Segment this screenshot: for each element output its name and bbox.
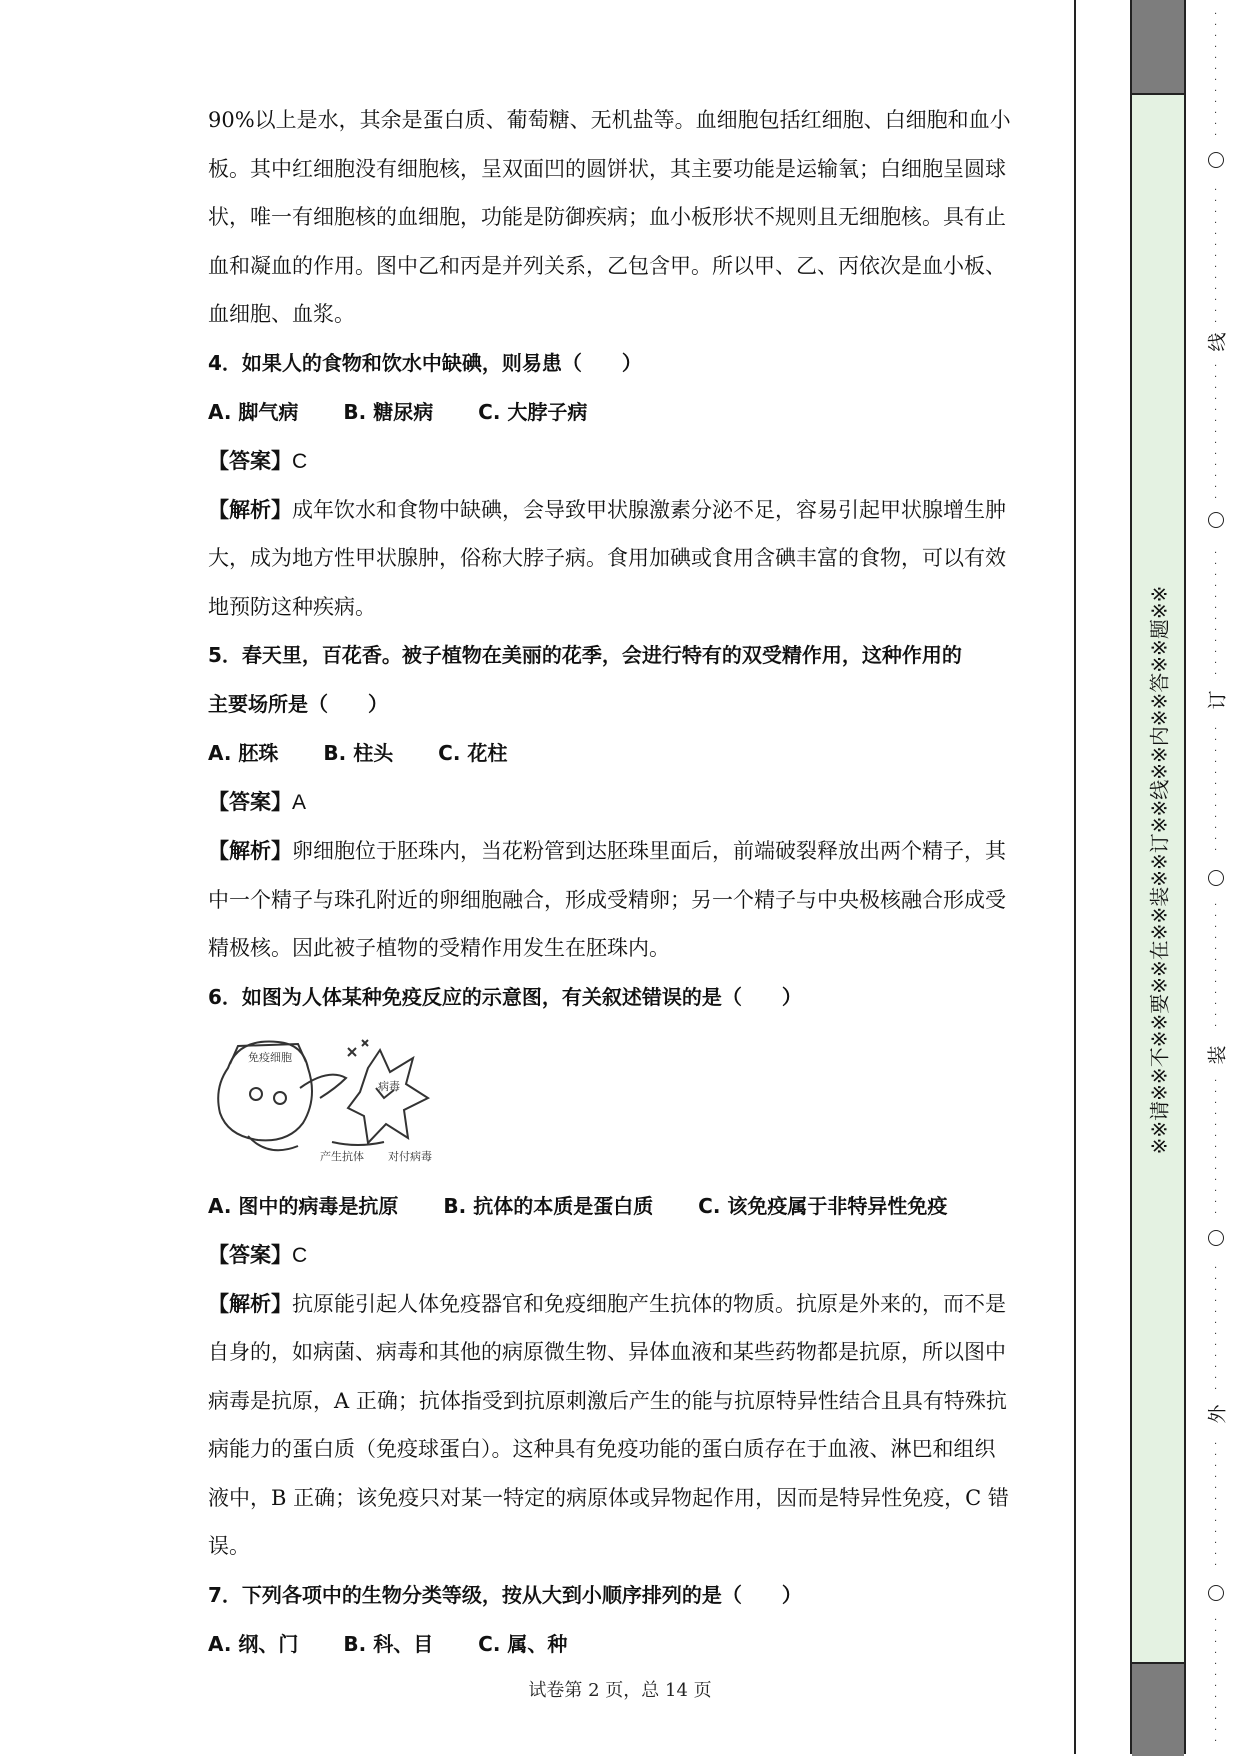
- answer-tag: 【答案】: [208, 448, 292, 473]
- binding-dot: ·: [1214, 1516, 1218, 1527]
- analysis-tag: 【解析】: [208, 497, 292, 522]
- binding-hole-circle: [1208, 1230, 1224, 1246]
- question-options: [208, 729, 1038, 778]
- binding-dot: ·: [1214, 1186, 1218, 1197]
- intro-line: 板。其中红细胞没有细胞核，呈双面凹的圆饼状，其主要功能是运输氧；白细胞呈圆球: [208, 156, 1006, 181]
- intro-line: 血和凝血的作用。图中乙和丙是并列关系，乙包含甲。所以甲、乙、丙依次是血小板、: [208, 253, 1006, 278]
- option-c: C. 大脖子病: [478, 399, 588, 424]
- binding-dot: ·: [1214, 1725, 1218, 1736]
- binding-dot: ·: [1214, 1505, 1218, 1516]
- binding-dot: ·: [1214, 1736, 1218, 1747]
- cell-legs: [248, 1136, 298, 1150]
- analysis-text: 成年饮水和食物中缺碘，会导致甲状腺激素分泌不足，容易引起甲状腺增生肿: [292, 497, 1006, 522]
- page-footer: 试卷第 2 页，总 14 页: [528, 1680, 712, 1701]
- binding-dot: ·: [1214, 768, 1218, 779]
- binding-dot: ·: [1214, 1120, 1218, 1131]
- analysis-line: 中一个精子与珠孔附近的卵细胞融合，形成受精卵；另一个精子与中央极核融合形成受: [208, 887, 1006, 912]
- answer-value: C: [292, 449, 308, 473]
- binding-dot: ·: [1214, 592, 1218, 603]
- binding-dot: ·: [1214, 1450, 1218, 1461]
- binding-dot: ·: [1214, 669, 1218, 680]
- binding-dot: ·: [1214, 1109, 1218, 1120]
- binding-dot: ·: [1214, 559, 1218, 570]
- analysis-line: 大，成为地方性甲状腺肿，俗称大脖子病。食用加碘或食用含碘丰富的食物，可以有效: [208, 546, 1006, 570]
- binding-dot: ·: [1214, 482, 1218, 493]
- binding-dot: ·: [1214, 1648, 1218, 1659]
- binding-dot: ·: [1214, 1021, 1218, 1032]
- binding-dot: ·: [1214, 229, 1218, 240]
- binding-dot: ·: [1214, 119, 1218, 130]
- binding-line-column: [1200, 0, 1240, 1754]
- option-b: B. 科、目: [343, 1631, 434, 1656]
- binding-dot: ·: [1214, 1010, 1218, 1021]
- binding-dot: ·: [1214, 108, 1218, 119]
- binding-dot: ·: [1214, 317, 1218, 328]
- binding-dot: ·: [1214, 394, 1218, 405]
- question-4: [208, 339, 1038, 632]
- binding-dot: ·: [1214, 746, 1218, 757]
- binder-border-line: [1074, 0, 1076, 1754]
- binding-dot: ·: [1214, 1208, 1218, 1219]
- binding-dot: ·: [1214, 988, 1218, 999]
- binding-dot: ·: [1214, 735, 1218, 746]
- binding-dot: ·: [1214, 42, 1218, 53]
- binding-dot: ·: [1214, 9, 1218, 20]
- binding-dot: ·: [1214, 1703, 1218, 1714]
- binding-dot: ·: [1214, 834, 1218, 845]
- binding-dot: ·: [1214, 1329, 1218, 1340]
- binding-dot: ·: [1214, 383, 1218, 394]
- analysis-line: 病能力的蛋白质（免疫球蛋白）。这种具有免疫功能的蛋白质存在于血液、淋巴和组织: [208, 1437, 996, 1461]
- binding-dot: ·: [1214, 1538, 1218, 1549]
- analysis-tag: 【解析】: [208, 1291, 292, 1316]
- binding-dot: ·: [1214, 75, 1218, 86]
- option-a: A. 脚气病: [208, 399, 299, 424]
- binding-dot: ·: [1214, 658, 1218, 669]
- answer-line: [208, 1231, 1038, 1280]
- binding-dot: ·: [1214, 493, 1218, 504]
- question-content: [208, 96, 1038, 1669]
- binding-dot: ·: [1214, 1681, 1218, 1692]
- binding-dot: ·: [1214, 1560, 1218, 1571]
- binding-dot: ·: [1214, 1494, 1218, 1505]
- question-options: [208, 1182, 1038, 1231]
- binding-mark-ding: 订: [1206, 690, 1229, 710]
- binding-dot: ·: [1214, 86, 1218, 97]
- analysis-line: 误。: [208, 1534, 250, 1558]
- binding-dot: ·: [1214, 922, 1218, 933]
- analysis-line: 地预防这种疾病。: [208, 594, 376, 619]
- binding-dot: ·: [1214, 1692, 1218, 1703]
- binding-dot: ·: [1214, 273, 1218, 284]
- binding-dot: ·: [1214, 1483, 1218, 1494]
- binding-dot: ·: [1214, 31, 1218, 42]
- option-c: C. 花柱: [438, 741, 508, 765]
- intro-paragraph: [208, 96, 1038, 339]
- binding-dot: ·: [1214, 1472, 1218, 1483]
- immune-response-figure: [208, 1028, 478, 1168]
- cell-eye: [274, 1092, 286, 1104]
- question-options: [208, 1620, 1038, 1669]
- option-b: B. 抗体的本质是蛋白质: [443, 1193, 654, 1218]
- binding-dot: ·: [1214, 1274, 1218, 1285]
- option-b: B. 柱头: [323, 741, 394, 765]
- binding-dot: ·: [1214, 372, 1218, 383]
- binding-dot: ·: [1214, 1307, 1218, 1318]
- binding-dot: ·: [1214, 207, 1218, 218]
- question-stem: 主要场所是（ ）: [208, 692, 388, 716]
- binding-dot: ·: [1214, 284, 1218, 295]
- answer-tag: 【答案】: [208, 790, 292, 814]
- binding-dot: ·: [1214, 1637, 1218, 1648]
- answer-line: [208, 437, 1038, 486]
- binding-mark-wai: 外: [1206, 1404, 1229, 1424]
- binding-dot: ·: [1214, 1351, 1218, 1362]
- binding-dot: ·: [1214, 647, 1218, 658]
- binding-dot: ·: [1214, 1615, 1218, 1626]
- binding-dot: ·: [1214, 1175, 1218, 1186]
- intro-line: 90%以上是水，其余是蛋白质、葡萄糖、无机盐等。血细胞包括红细胞、白细胞和血小: [208, 108, 1011, 132]
- binding-dot: ·: [1214, 53, 1218, 64]
- binding-dot: ·: [1214, 581, 1218, 592]
- binder-warning-text: ※※请※※不※※要※※在※※装※※订※※线※※内※※答※※题※※: [1147, 585, 1172, 1155]
- binding-dot: ·: [1214, 97, 1218, 108]
- question-7: [208, 1571, 1038, 1669]
- binding-dot: ·: [1214, 185, 1218, 196]
- analysis-line: 液中，B 正确；该免疫只对某一特定的病原体或异物起作用，因而是特异性免疫，C 错: [208, 1485, 1009, 1510]
- binding-dot: ·: [1214, 757, 1218, 768]
- binding-dot: ·: [1214, 306, 1218, 317]
- binding-dot: ·: [1214, 570, 1218, 581]
- binding-mark-zhuang: 装: [1206, 1045, 1229, 1065]
- antibody-label: 产生抗体: [320, 1149, 364, 1163]
- binding-dot: ·: [1214, 1164, 1218, 1175]
- binding-dot: ·: [1214, 1439, 1218, 1450]
- binding-dot: ·: [1214, 1153, 1218, 1164]
- answer-value: C: [292, 1243, 308, 1267]
- binding-dot: ·: [1214, 1670, 1218, 1681]
- binding-dot: ·: [1214, 295, 1218, 306]
- binding-dot: ·: [1214, 361, 1218, 372]
- binding-dot: ·: [1214, 64, 1218, 75]
- binding-dot: ·: [1214, 471, 1218, 482]
- binding-dot: ·: [1214, 1549, 1218, 1560]
- question-stem: 4．如果人的食物和饮水中缺碘，则易患（ ）: [208, 350, 642, 375]
- binding-dot: ·: [1214, 944, 1218, 955]
- binding-dot: ·: [1214, 1384, 1218, 1395]
- binding-dot: ·: [1214, 1197, 1218, 1208]
- binding-dot: ·: [1214, 911, 1218, 922]
- binding-dot: ·: [1214, 438, 1218, 449]
- analysis-line: 自身的，如病菌、病毒和其他的病原微生物、异体血液和某些药物都是抗原，所以图中: [208, 1340, 1006, 1364]
- binding-dot: ·: [1214, 1362, 1218, 1373]
- binding-dot: ·: [1214, 1263, 1218, 1274]
- binding-hole-circle: [1208, 152, 1224, 168]
- binder-bottom-block: [1132, 1662, 1184, 1756]
- option-a: A. 纲、门: [208, 1631, 299, 1656]
- binding-dot: ·: [1214, 1714, 1218, 1725]
- binding-dot: ·: [1214, 603, 1218, 614]
- question-options: [208, 388, 1038, 437]
- target-label: 对付病毒: [388, 1149, 432, 1163]
- binding-dot: ·: [1214, 548, 1218, 559]
- question-stem: 6．如图为人体某种免疫反应的示意图，有关叙述错误的是（ ）: [208, 984, 802, 1009]
- virus-label: 病毒: [378, 1079, 400, 1093]
- binding-dot: ·: [1214, 1131, 1218, 1142]
- binding-dot: ·: [1214, 1098, 1218, 1109]
- binding-dot: ·: [1214, 449, 1218, 460]
- binding-dot: ·: [1214, 460, 1218, 471]
- binding-dot: ·: [1214, 625, 1218, 636]
- binding-dot: ·: [1214, 1527, 1218, 1538]
- binder-top-block: [1132, 0, 1184, 95]
- binding-dot: ·: [1214, 636, 1218, 647]
- binding-hole-circle: [1208, 870, 1224, 886]
- binding-dot: ·: [1214, 20, 1218, 31]
- intro-line: 状，唯一有细胞核的血细胞，功能是防御疾病；血小板形状不规则且无细胞核。具有止: [208, 205, 1006, 229]
- binding-hole-circle: [1208, 512, 1224, 528]
- binding-dot: ·: [1214, 966, 1218, 977]
- question-stem: 5．春天里，百花香。被子植物在美丽的花季，会进行特有的双受精作用，这种作用的: [208, 643, 962, 667]
- binding-dot: ·: [1214, 240, 1218, 251]
- cell-label: 免疫细胞: [248, 1050, 292, 1064]
- binding-dot: ·: [1214, 1087, 1218, 1098]
- binding-dot: ·: [1214, 1659, 1218, 1670]
- answer-tag: 【答案】: [208, 1242, 292, 1267]
- option-c: C. 属、种: [478, 1631, 568, 1656]
- immune-sketch-svg: [208, 1028, 478, 1168]
- binding-dot: ·: [1214, 218, 1218, 229]
- question-5: [208, 631, 1038, 973]
- binding-dot: ·: [1214, 416, 1218, 427]
- analysis-line: 病毒是抗原，A 正确；抗体指受到抗原刺激后产生的能与抗原特异性结合且具有特殊抗: [208, 1388, 1007, 1413]
- question-6: [208, 973, 1038, 1571]
- answer-value: A: [292, 791, 307, 814]
- option-c: C. 该免疫属于非特异性免疫: [698, 1193, 948, 1218]
- answer-line: [208, 778, 1038, 827]
- label-connector: [332, 1142, 384, 1145]
- binding-dot: ·: [1214, 196, 1218, 207]
- binding-dot: ·: [1214, 614, 1218, 625]
- binding-dot: ·: [1214, 405, 1218, 416]
- binding-dot: ·: [1214, 955, 1218, 966]
- question-stem: 7．下列各项中的生物分类等级，按从大到小顺序排列的是（ ）: [208, 1582, 802, 1607]
- binding-dot: ·: [1214, 845, 1218, 856]
- analysis-line: 精极核。因此被子植物的受精作用发生在胚珠内。: [208, 936, 670, 960]
- analysis-line: [208, 1280, 1038, 1329]
- binding-dot: ·: [1214, 999, 1218, 1010]
- binding-dot: ·: [1214, 779, 1218, 790]
- binding-dot: ·: [1214, 812, 1218, 823]
- analysis-text: 抗原能引起人体免疫器官和免疫细胞产生抗体的物质。抗原是外来的，而不是: [292, 1291, 1006, 1316]
- binding-dot: ·: [1214, 724, 1218, 735]
- intro-line: 血细胞、血浆。: [208, 302, 355, 326]
- binding-dot: ·: [1214, 823, 1218, 834]
- analysis-tag: 【解析】: [208, 839, 292, 863]
- binding-dot: ·: [1214, 1285, 1218, 1296]
- binding-dot: ·: [1214, 262, 1218, 273]
- binding-hole-circle: [1208, 1585, 1224, 1601]
- binding-mark-xian: 线: [1206, 332, 1229, 352]
- binding-dot: ·: [1214, 1340, 1218, 1351]
- binding-dot: ·: [1214, 1461, 1218, 1472]
- binding-dot: ·: [1214, 900, 1218, 911]
- binding-dot: ·: [1214, 1142, 1218, 1153]
- antibody-mark: [362, 1040, 368, 1046]
- antibody-mark: [348, 1048, 356, 1056]
- binding-dot: ·: [1214, 801, 1218, 812]
- analysis-text: 卵细胞位于胚珠内，当花粉管到达胚珠里面后，前端破裂释放出两个精子，其: [292, 839, 1006, 863]
- binding-dot: ·: [1214, 1626, 1218, 1637]
- option-b: B. 糖尿病: [343, 399, 434, 424]
- cell-eye: [250, 1088, 262, 1100]
- binding-dot: ·: [1214, 130, 1218, 141]
- binding-dot: ·: [1214, 933, 1218, 944]
- binding-dot: ·: [1214, 1318, 1218, 1329]
- binding-dot: ·: [1214, 427, 1218, 438]
- cell-arm: [300, 1074, 346, 1097]
- binding-dot: ·: [1214, 1076, 1218, 1087]
- binding-dot: ·: [1214, 790, 1218, 801]
- binding-dot: ·: [1214, 1296, 1218, 1307]
- option-a: A. 图中的病毒是抗原: [208, 1193, 399, 1218]
- virus-shape: [348, 1050, 428, 1143]
- binding-dot: ·: [1214, 1373, 1218, 1384]
- analysis-line: [208, 827, 1038, 876]
- analysis-line: [208, 486, 1038, 535]
- binding-dot: ·: [1214, 251, 1218, 262]
- binding-dot: ·: [1214, 977, 1218, 988]
- option-a: A. 胚珠: [208, 741, 279, 765]
